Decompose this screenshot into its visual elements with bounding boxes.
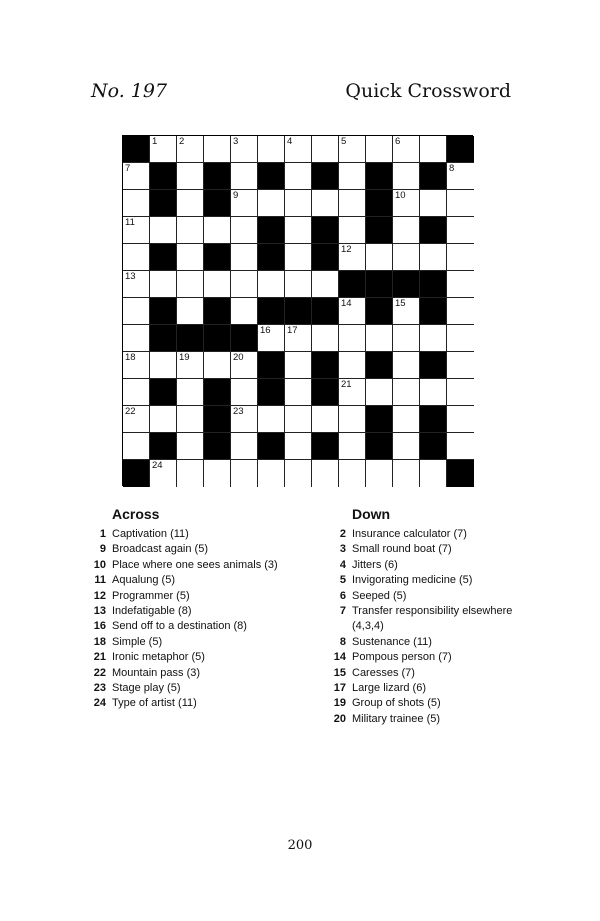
grid-cell[interactable]: [339, 460, 366, 487]
clue-number: 21: [93, 651, 106, 664]
black-square: [312, 244, 339, 271]
clue-text: Seeped (5): [352, 589, 407, 602]
black-square: [393, 271, 420, 298]
clue-text: Ironic metaphor (5): [112, 651, 205, 664]
grid-cell[interactable]: [150, 460, 177, 487]
clue-text: Send off to a destination (8): [112, 620, 247, 633]
grid-cell[interactable]: [339, 244, 366, 271]
grid-cell[interactable]: [339, 352, 366, 379]
grid-cell[interactable]: [420, 460, 447, 487]
grid-cell[interactable]: [177, 298, 204, 325]
grid-cell[interactable]: [393, 352, 420, 379]
clue-number: 7: [125, 163, 131, 174]
down-clue: [320, 666, 520, 681]
down-clue-list: [320, 527, 520, 727]
grid-cell[interactable]: [393, 244, 420, 271]
grid-cell[interactable]: [393, 460, 420, 487]
clue-text: Captivation (11): [112, 528, 189, 540]
black-square: [258, 352, 285, 379]
black-square: [204, 163, 231, 190]
clue-number: 9: [99, 543, 106, 556]
crossword-grid: [122, 135, 473, 486]
grid-cell[interactable]: [204, 271, 231, 298]
grid-cell[interactable]: [285, 163, 312, 190]
grid-cell[interactable]: [123, 217, 150, 244]
clue-text: Mountain pass (3): [112, 666, 201, 679]
down-heading: Down: [352, 506, 391, 522]
clue-number: 6: [339, 589, 346, 602]
black-square: [366, 163, 393, 190]
grid-cell[interactable]: [177, 217, 204, 244]
grid-cell[interactable]: [177, 460, 204, 487]
grid-cell[interactable]: [366, 136, 393, 163]
down-clue: [320, 650, 520, 665]
grid-cell[interactable]: [123, 298, 150, 325]
grid-cell[interactable]: [177, 244, 204, 271]
grid-cell[interactable]: [258, 325, 285, 352]
grid-cell[interactable]: [447, 352, 474, 379]
grid-cell[interactable]: [339, 163, 366, 190]
across-clue: [80, 558, 320, 573]
across-clue: [80, 527, 320, 542]
black-square: [204, 379, 231, 406]
grid-cell[interactable]: [366, 460, 393, 487]
grid-cell[interactable]: [177, 163, 204, 190]
black-square: [312, 379, 339, 406]
grid-cell[interactable]: [177, 406, 204, 433]
black-square: [366, 406, 393, 433]
clue-number: 21: [341, 379, 352, 390]
across-clue: [80, 696, 320, 711]
black-square: [258, 379, 285, 406]
black-square: [447, 460, 474, 487]
black-square: [285, 298, 312, 325]
grid-cell[interactable]: [420, 136, 447, 163]
black-square: [204, 244, 231, 271]
grid-cell[interactable]: [447, 271, 474, 298]
down-clue: [320, 589, 520, 604]
grid-cell[interactable]: [420, 379, 447, 406]
grid-cell[interactable]: [312, 190, 339, 217]
clue-number: 10: [395, 190, 406, 201]
black-square: [420, 406, 447, 433]
across-clue: [80, 635, 320, 650]
grid-cell[interactable]: [447, 406, 474, 433]
clue-number: 12: [341, 244, 352, 255]
across-clue: [80, 681, 320, 696]
black-square: [312, 352, 339, 379]
clue-number: 19: [179, 352, 190, 363]
black-square: [366, 217, 393, 244]
grid-cell[interactable]: [231, 163, 258, 190]
black-square: [312, 217, 339, 244]
clue-number: 5: [339, 574, 346, 587]
clue-number: 16: [260, 325, 271, 336]
black-square: [204, 298, 231, 325]
grid-cell[interactable]: [285, 406, 312, 433]
grid-cell[interactable]: [150, 136, 177, 163]
clue-number: 18: [93, 635, 106, 648]
grid-cell[interactable]: [231, 433, 258, 460]
black-square: [366, 433, 393, 460]
grid-cell[interactable]: [150, 217, 177, 244]
down-clue: [320, 527, 520, 542]
clue-number: 24: [93, 697, 106, 710]
grid-cell[interactable]: [123, 352, 150, 379]
grid-cell[interactable]: [447, 325, 474, 352]
across-heading: Across: [112, 506, 160, 522]
grid-cell[interactable]: [204, 460, 231, 487]
clue-number: 17: [287, 325, 298, 336]
grid-cell[interactable]: [312, 271, 339, 298]
grid-cell[interactable]: [177, 352, 204, 379]
grid-cell[interactable]: [231, 271, 258, 298]
clue-number: 17: [333, 682, 346, 695]
clue-text: Pompous person (7): [352, 651, 452, 664]
grid-cell[interactable]: [204, 217, 231, 244]
clue-text: Caresses (7): [352, 666, 415, 679]
grid-cell[interactable]: [231, 190, 258, 217]
grid-cell[interactable]: [258, 460, 285, 487]
black-square: [123, 136, 150, 163]
grid-cell[interactable]: [231, 136, 258, 163]
black-square: [312, 433, 339, 460]
grid-cell[interactable]: [231, 217, 258, 244]
grid-cell[interactable]: [258, 190, 285, 217]
clue-number: 23: [233, 406, 244, 417]
clue-number: 1: [152, 136, 158, 147]
grid-cell[interactable]: [393, 217, 420, 244]
black-square: [420, 163, 447, 190]
grid-cell[interactable]: [285, 460, 312, 487]
across-clue: [80, 542, 320, 557]
grid-cell[interactable]: [177, 136, 204, 163]
grid-cell[interactable]: [231, 352, 258, 379]
grid-cell[interactable]: [447, 433, 474, 460]
grid-cell[interactable]: [339, 190, 366, 217]
black-square: [366, 271, 393, 298]
black-square: [420, 433, 447, 460]
clue-number: 8: [339, 635, 346, 648]
clue-number: 13: [93, 605, 106, 618]
clue-text: Place where one sees animals (3): [112, 558, 278, 571]
across-clue: [80, 650, 320, 665]
clue-number: 19: [333, 697, 346, 710]
black-square: [150, 244, 177, 271]
clue-text: Transfer responsibility elsewhere (4,3,4): [352, 605, 513, 633]
black-square: [123, 460, 150, 487]
clue-number: 8: [449, 163, 455, 174]
grid-cell[interactable]: [366, 244, 393, 271]
grid-cell[interactable]: [420, 190, 447, 217]
grid-cell[interactable]: [447, 217, 474, 244]
clue-number: 10: [93, 558, 106, 571]
grid-cell[interactable]: [447, 298, 474, 325]
black-square: [447, 136, 474, 163]
grid-cell[interactable]: [393, 406, 420, 433]
across-clue: [80, 573, 320, 588]
clue-number: 20: [333, 712, 346, 725]
grid-cell[interactable]: [150, 406, 177, 433]
grid-cell[interactable]: [258, 406, 285, 433]
down-clue: [320, 635, 520, 650]
down-clue: [320, 573, 520, 588]
clue-text: Military trainee (5): [352, 712, 441, 725]
black-square: [177, 325, 204, 352]
grid-cell[interactable]: [123, 271, 150, 298]
black-square: [258, 217, 285, 244]
grid-cell[interactable]: [123, 406, 150, 433]
grid-cell[interactable]: [123, 163, 150, 190]
grid-cell[interactable]: [339, 325, 366, 352]
black-square: [204, 190, 231, 217]
grid-cell[interactable]: [258, 136, 285, 163]
grid-cell[interactable]: [177, 433, 204, 460]
across-clue: [80, 589, 320, 604]
black-square: [420, 271, 447, 298]
clue-text: Insurance calculator (7): [352, 528, 467, 540]
black-square: [150, 190, 177, 217]
grid-cell[interactable]: [285, 379, 312, 406]
clue-text: Invigorating medicine (5): [352, 574, 473, 587]
grid-cell[interactable]: [393, 379, 420, 406]
clue-number: 12: [93, 589, 106, 602]
clue-number: 6: [395, 136, 401, 147]
clue-number: 1: [99, 528, 106, 540]
grid-cell[interactable]: [393, 190, 420, 217]
puzzle-number: No. 197: [91, 80, 168, 102]
grid-cell[interactable]: [123, 379, 150, 406]
clue-number: 18: [125, 352, 136, 363]
clue-number: 2: [339, 528, 346, 540]
black-square: [258, 244, 285, 271]
black-square: [258, 298, 285, 325]
grid-cell[interactable]: [150, 352, 177, 379]
black-square: [204, 406, 231, 433]
clue-number: 20: [233, 352, 244, 363]
down-clue: [320, 696, 520, 711]
black-square: [150, 379, 177, 406]
black-square: [258, 433, 285, 460]
down-clue: [320, 542, 520, 557]
grid-cell[interactable]: [285, 244, 312, 271]
clue-number: 11: [125, 217, 135, 228]
clue-text: Sustenance (11): [352, 635, 432, 648]
clue-number: 16: [93, 620, 106, 633]
grid-cell[interactable]: [231, 298, 258, 325]
puzzle-header: [91, 80, 511, 110]
across-clue: [80, 604, 320, 619]
grid-cell[interactable]: [312, 136, 339, 163]
grid-cell[interactable]: [285, 433, 312, 460]
clue-number: 22: [93, 666, 106, 679]
black-square: [312, 163, 339, 190]
page-number: 200: [287, 838, 313, 853]
clue-number: 4: [287, 136, 293, 147]
grid-cell[interactable]: [231, 460, 258, 487]
grid-cell[interactable]: [285, 136, 312, 163]
grid-cell[interactable]: [393, 325, 420, 352]
black-square: [204, 433, 231, 460]
clue-text: Indefatigable (8): [112, 605, 192, 618]
grid-cell[interactable]: [447, 244, 474, 271]
grid-cell[interactable]: [123, 244, 150, 271]
black-square: [231, 325, 258, 352]
grid-cell[interactable]: [339, 433, 366, 460]
clue-number: 5: [341, 136, 347, 147]
grid-cell[interactable]: [312, 325, 339, 352]
black-square: [150, 163, 177, 190]
grid-cell[interactable]: [285, 190, 312, 217]
clue-text: Broadcast again (5): [112, 543, 208, 556]
clue-number: 2: [179, 136, 185, 147]
clue-number: 14: [341, 298, 352, 309]
grid-cell[interactable]: [393, 298, 420, 325]
clue-text: Stage play (5): [112, 682, 181, 695]
black-square: [366, 190, 393, 217]
clue-number: 9: [233, 190, 239, 201]
black-square: [150, 433, 177, 460]
clue-number: 14: [333, 651, 346, 664]
grid-cell[interactable]: [231, 406, 258, 433]
grid-cell[interactable]: [339, 298, 366, 325]
clue-text: Aqualung (5): [112, 574, 175, 587]
grid-cell[interactable]: [393, 163, 420, 190]
down-clue: [320, 681, 520, 696]
grid-cell[interactable]: [312, 406, 339, 433]
grid-cell[interactable]: [204, 352, 231, 379]
grid-cell[interactable]: [447, 163, 474, 190]
clue-text: Large lizard (6): [352, 682, 426, 695]
black-square: [420, 298, 447, 325]
clue-number: 22: [125, 406, 136, 417]
clue-number: 23: [93, 682, 106, 695]
black-square: [420, 352, 447, 379]
grid-cell[interactable]: [123, 325, 150, 352]
down-clues: [320, 506, 520, 727]
grid-cell[interactable]: [447, 190, 474, 217]
puzzle-title: Quick Crossword: [345, 80, 511, 102]
black-square: [366, 298, 393, 325]
grid-cell[interactable]: [177, 190, 204, 217]
grid-cell[interactable]: [366, 325, 393, 352]
grid-cell[interactable]: [447, 379, 474, 406]
across-clue: [80, 666, 320, 681]
black-square: [420, 217, 447, 244]
grid-cell[interactable]: [420, 325, 447, 352]
black-square: [150, 298, 177, 325]
clue-text: Programmer (5): [112, 589, 190, 602]
grid-cell[interactable]: [285, 271, 312, 298]
down-clue: [320, 712, 520, 727]
clue-text: Small round boat (7): [352, 543, 452, 556]
grid-cell[interactable]: [123, 190, 150, 217]
clue-number: 3: [339, 543, 346, 556]
grid-cell[interactable]: [339, 136, 366, 163]
clue-text: Type of artist (11): [112, 697, 197, 710]
across-clues: [80, 506, 320, 712]
across-clue-list: [80, 527, 320, 712]
grid-cell[interactable]: [366, 379, 393, 406]
clue-number: 15: [333, 666, 346, 679]
grid-cell[interactable]: [312, 460, 339, 487]
grid-cell[interactable]: [285, 325, 312, 352]
grid-cell[interactable]: [204, 136, 231, 163]
grid-cell[interactable]: [231, 379, 258, 406]
black-square: [258, 163, 285, 190]
grid-cell[interactable]: [123, 433, 150, 460]
clue-number: 7: [339, 605, 346, 618]
grid-cell[interactable]: [339, 217, 366, 244]
down-clue: [320, 604, 520, 635]
grid-cell[interactable]: [177, 379, 204, 406]
grid-cell[interactable]: [285, 352, 312, 379]
clue-number: 4: [339, 558, 346, 571]
grid-cell[interactable]: [285, 217, 312, 244]
clue-text: Group of shots (5): [352, 697, 441, 710]
clue-number: 13: [125, 271, 136, 282]
grid-cell[interactable]: [258, 271, 285, 298]
grid-cell[interactable]: [177, 271, 204, 298]
black-square: [204, 325, 231, 352]
down-clue: [320, 558, 520, 573]
clue-number: 3: [233, 136, 239, 147]
black-square: [312, 298, 339, 325]
clue-number: 15: [395, 298, 406, 309]
black-square: [339, 271, 366, 298]
grid-cell[interactable]: [231, 244, 258, 271]
across-clue: [80, 619, 320, 634]
grid-cell[interactable]: [393, 433, 420, 460]
black-square: [150, 325, 177, 352]
grid-cell[interactable]: [150, 271, 177, 298]
grid-cell[interactable]: [339, 379, 366, 406]
clue-text: Simple (5): [112, 635, 163, 648]
grid-cell[interactable]: [420, 244, 447, 271]
clue-number: 24: [152, 460, 163, 471]
grid-cell[interactable]: [393, 136, 420, 163]
black-square: [366, 352, 393, 379]
clue-text: Jitters (6): [352, 558, 398, 571]
clue-number: 11: [94, 574, 106, 587]
grid-cell[interactable]: [339, 406, 366, 433]
